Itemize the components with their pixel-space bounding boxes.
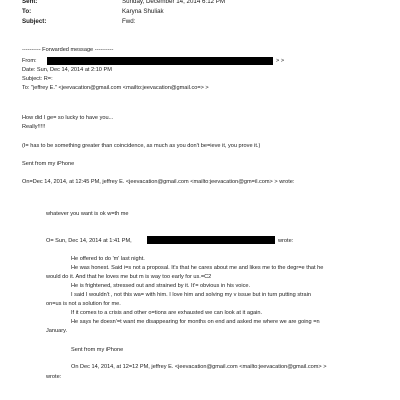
body-line: Sent from my iPhone (22, 161, 75, 167)
body-line: Sent from my iPhone (71, 347, 124, 353)
body-line: He is frightened, stressed out and strained by it. It'= obvious in his voice. (71, 283, 251, 289)
body-line: January. (46, 328, 68, 334)
to-label: To: (22, 8, 32, 15)
body-line: wrote: (46, 374, 62, 380)
sent-value: Sunday, December 14, 2014 6:12 PM (122, 0, 226, 5)
forward-subject: Subject: R=: (22, 76, 53, 82)
forward-from-label: From: (22, 58, 37, 64)
forward-divider: ---------- Forwarded message ---------- (22, 47, 114, 53)
forward-date: Date: Sun, Dec 14, 2014 at 2:10 PM (22, 67, 112, 73)
body-line: On Dec 14, 2014, at 12=12 PM, jeffrey E. <jeevacation@gmail.com <mailto:jeevacation@gmail.com> > (71, 364, 327, 370)
sent-label: Sent: (22, 0, 38, 5)
subject-label: Subject: (22, 18, 47, 25)
body-line: Really!!!!! (22, 124, 46, 130)
redaction-bar (147, 236, 275, 244)
to-value: Karyna Shuliak (122, 8, 164, 15)
body-line: wrote: (278, 238, 294, 244)
body-line: How did I ge= so lucky to have you... (22, 115, 114, 121)
redaction-bar (47, 57, 273, 65)
subject-value: Fwd: (122, 18, 136, 25)
body-line: whatever you want is ok w=th me (46, 211, 129, 217)
body-line: (I= has to be something greater than coincidence, as much as you don't be=ieve it, you prove it.) (22, 143, 261, 149)
body-line: He was honest. Said i=s not a proposal. It's that he cares about me and likes me to the degr=e that he (71, 265, 324, 271)
body-line: He says he doesn'=t want me disappearing for months on end and asked me where we are going =n (71, 319, 320, 325)
body-line: O= Sun, Dec 14, 2014 at 1:41 PM, (46, 238, 132, 244)
body-line: would do it. And that he loves me but m is way too early for us.=C2 (46, 274, 212, 280)
forward-to: To: "jeffrey E." <jeevacation@gmail.com <mailto:jeevacation@gmail.co=> > (22, 85, 209, 91)
body-line: on=us is not a solution for me. (46, 301, 121, 307)
forward-from-suffix: > > (276, 58, 285, 64)
body-line: I said I wouldn't , not this wa= with him. I love him and solving my v issue but in turn putting strain (71, 292, 312, 298)
body-line: If it comes to a crisis and other o=tions are exhausted we can look at it again. (71, 310, 263, 316)
body-line: On=Dec 14, 2014, at 12:45 PM, jeffrey E. <jeevacation@gmail.com <mailto:jeevacation@gm=il.com> > wrote: (22, 179, 295, 185)
body-line: He offered to do 'm' last night. (71, 256, 145, 262)
